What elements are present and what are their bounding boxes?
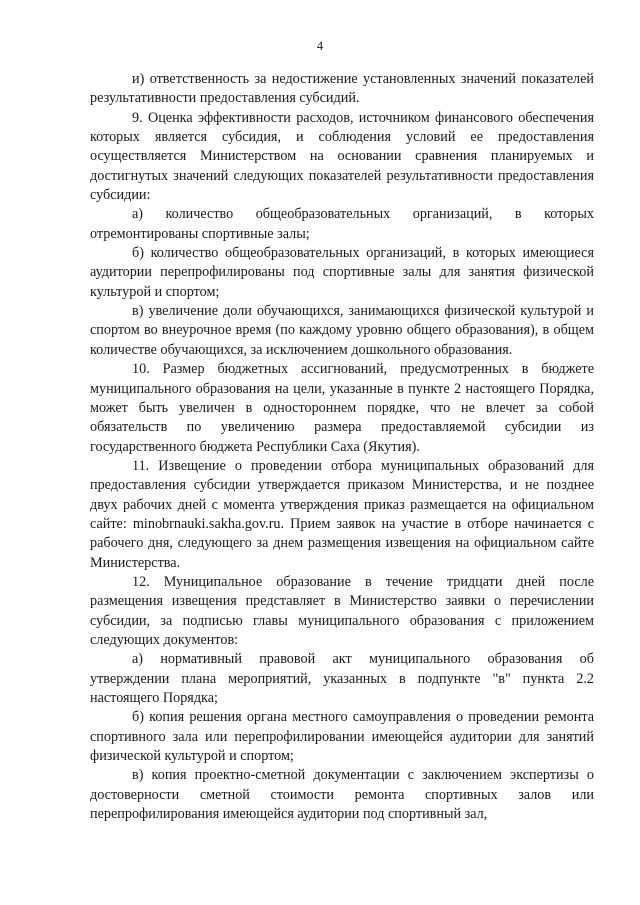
paragraph-9-item-v: в) увеличение доли обучающихся, занимающихся физической культурой и спортом во внеурочное время (по каждому уровню общего образования), в общем количестве обучающихся, за исключением дошкольного образования. <box>90 303 594 358</box>
paragraph-12-item-b: б) копия решения органа местного самоуправления о проведении ремонта спортивного зала или перепрофилировании имеющейся аудитории для занятий физической культурой и спортом; <box>90 709 594 765</box>
paragraph-9-item-b: б) количество общеобразовательных организаций, в которых имеющиеся аудитории перепрофилированы под спортивные залы для занятия физической культурой и спортом; <box>90 245 594 300</box>
paragraph-11: 11. Извещение о проведении отбора муниципальных образований для предоставления субсидии утверждается приказом Министерства, и не позднее двух рабочих дней с момента утверждения приказ размещается на официальном сайте: minobrnauki.sakha.gov.ru. Прием заявок на участие в отборе начинается с рабочего дня, следующего за днем размещения извещения на официальном сайте Министерства. <box>90 457 594 571</box>
paragraph-item-i: и) ответственность за недостижение установленных значений показателей результативности предоставления субсидий. <box>90 71 594 107</box>
document-body <box>90 70 594 824</box>
paragraph-12-item-v: в) копия проектно-сметной документации с заключением экспертизы о достоверности сметной стоимости ремонта спортивных залов или перепрофилирования имеющейся аудитории под спортивный зал, <box>90 767 594 823</box>
paragraph-9-item-a: а) количество общеобразовательных организаций, в которых отремонтированы спортивные залы; <box>90 206 594 242</box>
page-number: 4 <box>316 39 324 53</box>
paragraph-12: 12. Муниципальное образование в течение тридцати дней после размещения извещения представляет в Министерство заявки о перечислении субсидии, за подписью главы муниципального образования с приложением следующих документов: <box>90 573 594 648</box>
paragraph-12-item-a: а) нормативный правовой акт муниципального образования об утверждении плана мероприятий, указанных в подпункте "в" пункта 2.2 настоящего Порядка; <box>90 651 594 706</box>
paragraph-9: 9. Оценка эффективности расходов, источником финансового обеспечения которых является субсидия, и соблюдения условий ее предоставления осуществляется Министерством на основании сравнения планируемых и достигнутых значений следующих показателей результативности предоставления субсидии: <box>90 109 594 204</box>
paragraph-10: 10. Размер бюджетных ассигнований, предусмотренных в бюджете муниципального образования на цели, указанные в пункте 2 настоящего Порядка, может быть увеличен в одностороннем порядке, что не влечет за собой обязательств по увеличению размера предоставляемой субсидии из государственного бюджета Республики Саха (Якутия). <box>90 361 594 455</box>
